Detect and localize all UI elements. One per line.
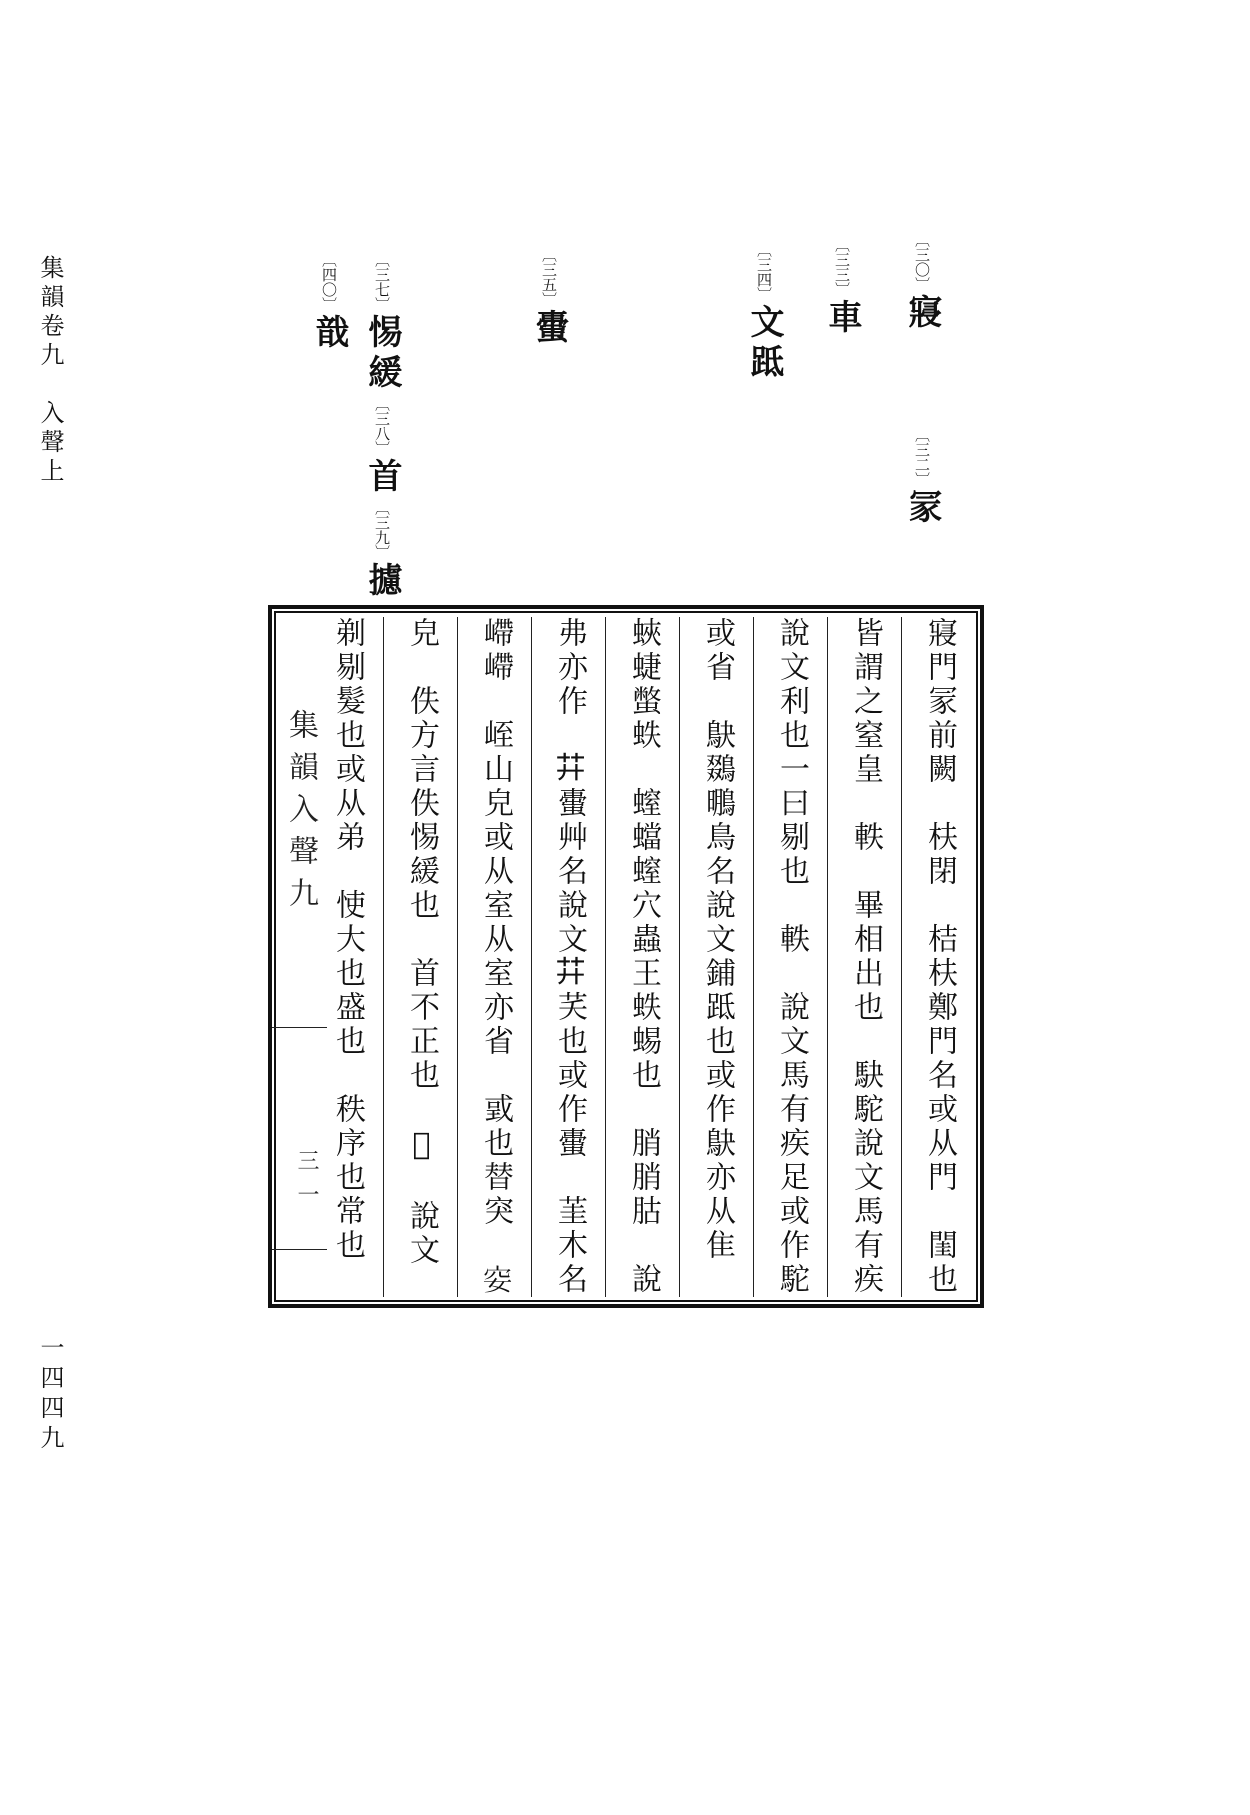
block-folio: 三一 [294, 1149, 319, 1217]
text-column: 弗亦作 𦬇蟗艸名說文𦬇芺也或作蟗 茥木名 [531, 617, 606, 1297]
note-40 [309, 250, 349, 354]
text-column: 皃 佚方言佚惕緩也 首不正也 𢬟 說文 [383, 617, 458, 1297]
text-column: 說文利也一曰剔也 軼 說文馬有疾足或作駝 [753, 617, 828, 1297]
note-32 [902, 425, 942, 529]
note-ref: 〔三七〕 [373, 252, 391, 312]
note-ref: 〔三八〕 [373, 396, 391, 456]
text-column: 蛺蜨蟞蛈 螲蟷螲穴蟲王蛈蜴也 䏴䏴𦙶 說 [605, 617, 680, 1297]
note-35 [529, 245, 569, 349]
note-ref: 〔三九〕 [373, 500, 391, 560]
text-column: 寢門冡前闕 枎閉 桔枎鄭門名或从門 閨也 [901, 617, 976, 1297]
block-margin-title: 集韻入聲九 [283, 709, 318, 919]
note-text: 蟗 [529, 309, 569, 349]
note-30 [902, 230, 942, 334]
margin-tick [272, 1027, 327, 1028]
note-ref: 〔三二〕 [913, 427, 931, 487]
note-text: 惕緩 [362, 314, 402, 394]
text-column: 剃剔髮也或从弟 㤦大也盛也 秩序也常也 [330, 617, 365, 1263]
text-column: 或省 鴃鵽䳟鳥名說文鋪䟡也或作鴃亦从隹 [679, 617, 754, 1297]
note-34 [744, 240, 784, 384]
note-37 [362, 250, 402, 602]
note-33 [822, 235, 862, 339]
note-text: 戠 [309, 314, 349, 354]
note-text: 冡 [902, 489, 942, 529]
running-header: 集韻卷九 入聲上 [36, 255, 64, 487]
note-ref: 〔三四〕 [755, 242, 773, 302]
note-ref: 〔三五〕 [540, 247, 558, 307]
note-text: 攄 [362, 562, 402, 602]
note-ref: 〔四〇〕 [320, 252, 338, 312]
note-text: 首 [362, 458, 402, 498]
text-frame [268, 605, 984, 1308]
note-text: 寢 [902, 294, 942, 334]
block-margin [280, 709, 322, 1269]
margin-tick [272, 1249, 327, 1250]
note-text: 文䟡 [744, 304, 784, 384]
note-ref: 〔三三〕 [833, 237, 851, 297]
text-column: 皆謂之窒皇 軼 畢相出也 駃駝說文馬有疾 [827, 617, 902, 1297]
note-ref: 〔三〇〕 [913, 232, 931, 292]
text-column: 嵽嵽 峌山皃或从室从室亦省 戜也替突 𥤨 [457, 617, 532, 1297]
note-text: 車 [822, 299, 862, 339]
page-number: 一四四九 [36, 1335, 64, 1455]
